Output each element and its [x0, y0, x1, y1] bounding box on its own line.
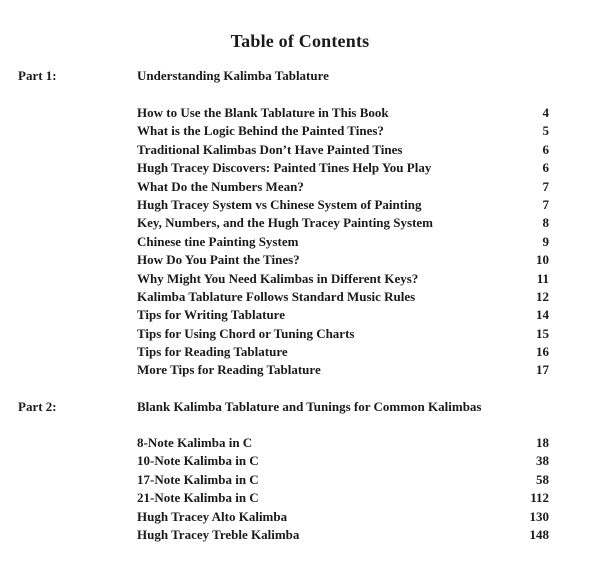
entry-page-number: 14 — [536, 307, 549, 323]
entry-title: Chinese tine Painting System — [137, 233, 299, 249]
entry-title: What is the Logic Behind the Painted Tines? — [137, 123, 384, 139]
entry-page-number: 7 — [542, 178, 549, 194]
part-1-label: Part 1: — [18, 68, 57, 83]
page-title: Table of Contents — [230, 31, 370, 51]
toc-entry[interactable] — [137, 122, 549, 140]
entry-title: Key, Numbers, and the Hugh Tracey Painting System — [137, 215, 434, 231]
entry-title: Why Might You Need Kalimbas in Different Keys? — [137, 270, 419, 286]
part-2-heading: Blank Kalimba Tablature and Tunings for Common Kalimbas — [137, 399, 482, 414]
toc-entry[interactable] — [137, 251, 549, 269]
toc-entry[interactable] — [137, 288, 549, 306]
toc-entry[interactable] — [137, 471, 549, 489]
entry-title: 10-Note Kalimba in C — [137, 453, 259, 469]
toc-entry[interactable] — [137, 526, 549, 544]
toc-entry[interactable] — [137, 178, 549, 196]
entry-page-number: 11 — [536, 270, 549, 286]
entry-page-number: 112 — [530, 490, 549, 506]
entry-title: Traditional Kalimbas Don’t Have Painted Tines — [137, 141, 403, 157]
entry-title: Hugh Tracey System vs Chinese System of Painting — [137, 196, 422, 212]
toc-entry[interactable] — [137, 159, 549, 177]
entry-title: Kalimba Tablature Follows Standard Music Rules — [137, 288, 416, 304]
entry-title: 21-Note Kalimba in C — [137, 490, 259, 506]
part-2-label: Part 2: — [18, 399, 57, 414]
entry-title: Tips for Writing Tablature — [137, 307, 285, 323]
entry-page-number: 9 — [542, 233, 549, 249]
entry-page-number: 17 — [536, 362, 549, 378]
entry-title: Hugh Tracey Alto Kalimba — [137, 508, 288, 524]
entry-title: What Do the Numbers Mean? — [137, 178, 304, 194]
toc-entry[interactable] — [137, 306, 549, 324]
toc-entry[interactable] — [137, 196, 549, 214]
entry-page-number: 148 — [529, 526, 549, 542]
part-1-heading: Understanding Kalimba Tablature — [137, 68, 329, 83]
toc-entry[interactable] — [137, 508, 549, 526]
entry-page-number: 6 — [542, 141, 549, 157]
entry-title: How Do You Paint the Tines? — [137, 252, 300, 268]
entry-title: How to Use the Blank Tablature in This Book — [137, 105, 389, 120]
toc-entry[interactable] — [137, 141, 549, 159]
entry-page-number: 130 — [529, 508, 549, 524]
toc-entry[interactable] — [137, 214, 549, 232]
entry-title: 17-Note Kalimba in C — [137, 471, 259, 487]
entry-title: 8-Note Kalimba in C — [137, 435, 253, 450]
entry-page-number: 12 — [536, 288, 549, 304]
part-2-entry-list — [137, 434, 549, 544]
toc-entry[interactable] — [137, 343, 549, 361]
part-1-entry-list — [137, 104, 549, 380]
entry-title: Hugh Tracey Discovers: Painted Tines Help You Play — [137, 160, 432, 176]
entry-page-number: 38 — [536, 453, 549, 469]
entry-title: Tips for Using Chord or Tuning Charts — [137, 325, 355, 341]
entry-page-number: 10 — [536, 252, 549, 268]
entry-page-number: 6 — [542, 160, 549, 176]
toc-entry[interactable] — [137, 434, 549, 452]
toc-entry[interactable] — [137, 452, 549, 470]
entry-page-number: 5 — [542, 123, 549, 139]
toc-entry[interactable] — [137, 361, 549, 379]
entry-title: Hugh Tracey Treble Kalimba — [137, 526, 300, 542]
entry-page-number: 15 — [536, 325, 549, 341]
toc-entry[interactable] — [137, 489, 549, 507]
toc-entry[interactable] — [137, 270, 549, 288]
entry-page-number: 8 — [542, 215, 549, 231]
toc-entry[interactable] — [137, 325, 549, 343]
entry-page-number: 7 — [542, 196, 549, 212]
entry-title: More Tips for Reading Tablature — [137, 362, 321, 378]
entry-page-number: 16 — [536, 344, 549, 360]
toc-entry[interactable] — [137, 233, 549, 251]
entry-page-number: 18 — [536, 435, 549, 450]
entry-page-number: 58 — [536, 471, 549, 487]
entry-page-number: 4 — [542, 105, 549, 120]
entry-title: Tips for Reading Tablature — [137, 344, 288, 360]
toc-entry[interactable] — [137, 104, 549, 122]
